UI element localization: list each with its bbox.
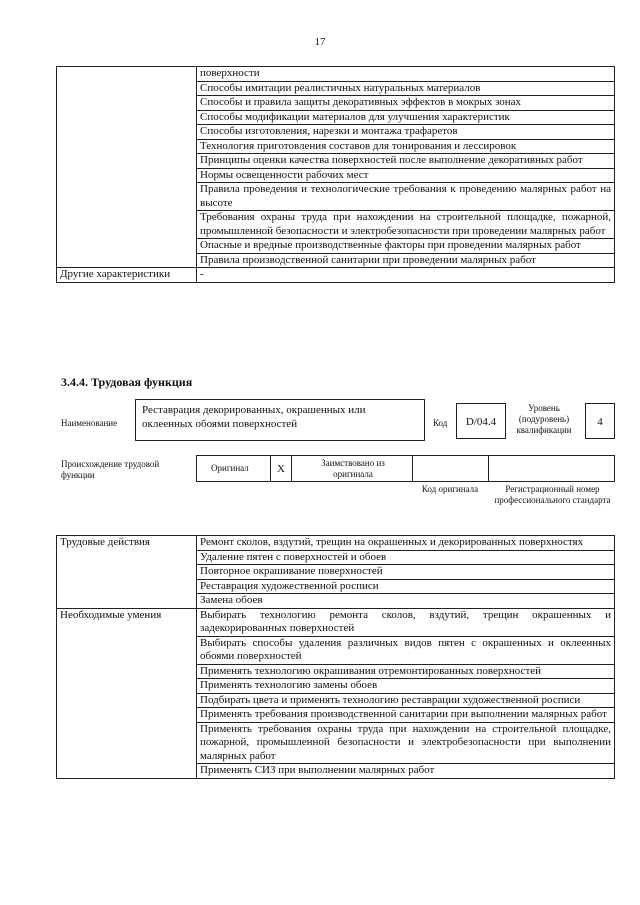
original-mark: X — [270, 455, 292, 482]
other-characteristics-label: Другие характеристики — [57, 268, 197, 283]
function-table — [56, 535, 615, 779]
skill-row: Применять технологию замены обоев — [197, 679, 615, 694]
knowledge-row: Технология приготовления составов для тонирования и лессировок — [197, 139, 615, 154]
actions-label: Трудовые действия — [57, 536, 197, 609]
other-characteristics-value: - — [197, 268, 615, 283]
knowledge-row: Способы изготовления, нарезки и монтажа трафаретов — [197, 125, 615, 140]
reg-number-box — [488, 455, 615, 482]
skill-row: Применять требования производственной санитарии при выполнении малярных работ — [197, 708, 615, 723]
knowledge-row: Правила производственной санитарии при проведении малярных работ — [197, 253, 615, 268]
borrowed-label: Заимствовано из оригинала — [321, 458, 385, 479]
skill-row: Применять СИЗ при выполнении малярных работ — [197, 764, 615, 779]
knowledge-row: Нормы освещенности рабочих мест — [197, 168, 615, 183]
name-value: Реставрация декорированных, окрашенных или оклеенных обоями поверхностей — [142, 404, 366, 430]
action-row: Замена обоев — [197, 594, 615, 609]
action-row: Ремонт сколов, вздутий, трещин на окрашенных и декорированных поверхностях — [197, 536, 615, 551]
skills-label: Необходимые умения — [57, 608, 197, 778]
knowledge-row: Способы и правила защиты декоративных эффектов в мокрых зонах — [197, 96, 615, 111]
origin-label: Происхождение трудовой функции — [61, 459, 160, 480]
level-label: Уровень (подуровень) квалификации — [516, 403, 572, 435]
knowledge-row: поверхности — [197, 67, 615, 82]
section-title: 3.4.4. Трудовая функция — [61, 375, 193, 389]
knowledge-row: Принципы оценки качества поверхностей после выполнение декоративных работ — [197, 154, 615, 169]
action-row: Реставрация художественной росписи — [197, 579, 615, 594]
original-code-caption: Код оригинала — [421, 484, 479, 494]
empty-label-cell — [57, 67, 197, 268]
page-number: 17 — [314, 36, 326, 48]
knowledge-row: Правила проведения и технологические требования к проведению малярных работ на высоте — [197, 183, 615, 211]
knowledge-row: Опасные и вредные производственные факторы при проведении малярных работ — [197, 239, 615, 254]
action-row: Повторное окрашивание поверхностей — [197, 565, 615, 580]
reg-number-caption: Регистрационный номер профессионального стандарта — [494, 484, 611, 505]
skill-row: Выбирать технологию ремонта сколов, вздутий, трещин окрашенных и задекорированных поверхностей — [197, 608, 615, 636]
original-code-box — [412, 455, 489, 482]
skill-row: Применять требования охраны труда при нахождении на строительной площадке, пожарной, промышленной безопасности и электробезопасности при выполнении малярных работ — [197, 722, 615, 764]
skill-row: Подбирать цвета и применять технологию реставрации художественной росписи — [197, 693, 615, 708]
skill-row: Выбирать способы удаления различных видов пятен с окрашенных и оклеенных обоями поверхностей — [197, 636, 615, 664]
skill-row: Применять технологию окрашивания отремонтированных поверхностей — [197, 664, 615, 679]
name-label: Наименование — [61, 418, 118, 428]
level-value: 4 — [585, 403, 615, 439]
action-row: Удаление пятен с поверхностей и обоев — [197, 550, 615, 565]
code-value: D/04.4 — [456, 403, 506, 439]
knowledge-table — [56, 66, 615, 283]
original-label: Оригинал — [211, 463, 249, 473]
code-label: Код — [433, 418, 448, 428]
knowledge-row: Требования охраны труда при нахождении на строительной площадке, пожарной, промышленной безопасности и электробезопасности при проведении малярных работ — [197, 211, 615, 239]
knowledge-row: Способы имитации реалистичных натуральных материалов — [197, 81, 615, 96]
knowledge-row: Способы модификации материалов для улучшения характеристик — [197, 110, 615, 125]
name-box — [135, 399, 425, 441]
